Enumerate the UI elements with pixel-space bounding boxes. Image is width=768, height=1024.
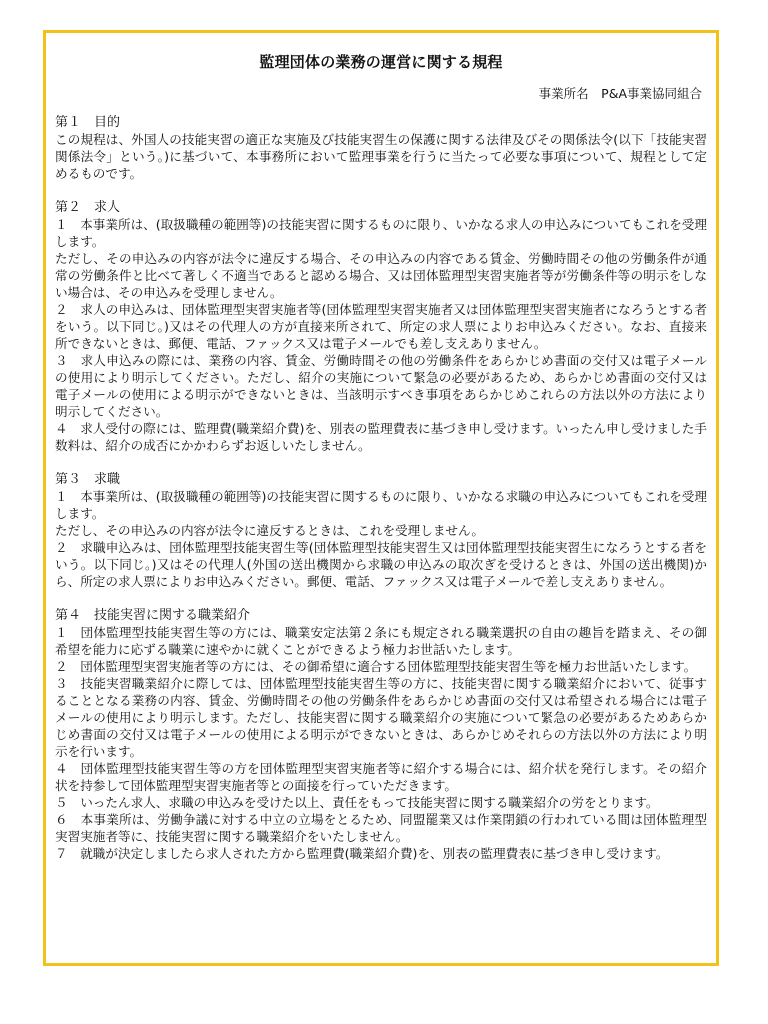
office-name: 事業所名 P&A事業協同組合	[538, 86, 702, 101]
sections-container	[55, 114, 707, 862]
section-paragraph: ２ 求職申込みは、団体監理型技能実習生等(団体監理型技能実習生又は団体監理型技能実習生になろうとする者をいう。以下同じ。)又はその代理人(外国の送出機関から求職の申込みの取次ぎを受けるときは、外国の送出機関)から、所定の求人票によりお申込みください。郵便、電話、ファックス又は電子メールで差し支えありません。	[55, 540, 707, 589]
section-paragraph: １ 本事業所は、(取扱職種の範囲等)の技能実習に関するものに限り、いかなる求人の申込みについてもこれを受理します。	[55, 217, 707, 249]
section-heading: 第３ 求職	[55, 472, 121, 487]
section-3	[55, 471, 707, 590]
section-heading: 第４ 技能実習に関する職業紹介	[55, 608, 251, 623]
section-paragraph: ４ 団体監理型技能実習生等の方を団体監理型実習実施者等に紹介する場合には、紹介状を発行します。その紹介状を持参して団体監理型実習実施者等との面接を行っていただきます。	[55, 761, 707, 793]
section-paragraph: １ 団体監理型技能実習生等の方には、職業安定法第２条にも規定される職業選択の自由の趣旨を踏まえ、その御希望を能力に応ずる職業に速やかに就くことができるよう極力お世話いたします。	[55, 625, 707, 657]
section-paragraph: １ 本事業所は、(取扱職種の範囲等)の技能実習に関するものに限り、いかなる求職の申込みについてもこれを受理します。	[55, 489, 707, 521]
document-frame	[43, 30, 719, 966]
section-2	[55, 199, 707, 454]
section-4	[55, 607, 707, 862]
section-paragraph: ２ 求人の申込みは、団体監理型実習実施者等(団体監理型実習実施者又は団体監理型実習実施者になろうとする者をいう。以下同じ。)又はその代理人の方が直接来所されて、所定の求人票によりお申込みください。なお、直接来所できないときは、郵便、電話、ファックス又は電子メールでも差し支えありません。	[55, 302, 707, 351]
section-paragraph: ただし、その申込みの内容が法令に違反するときは、これを受理しません。	[55, 523, 484, 538]
section-paragraph: ６ 本事業所は、労働争議に対する中立の立場をとるため、同盟罷業又は作業閉鎖の行われている間は団体監理型実習実施者等に、技能実習に関する職業紹介をいたしません。	[55, 812, 707, 844]
section-paragraph: ５ いったん求人、求職の申込みを受けた以上、責任をもって技能実習に関する職業紹介の労をとります。	[55, 795, 659, 810]
section-heading: 第１ 目的	[55, 115, 121, 130]
section-paragraph: ７ 就職が決定しましたら求人された方から監理費(職業紹介費)を、別表の監理費表に基づき申し受けます。	[55, 846, 669, 861]
section-heading: 第２ 求人	[55, 200, 121, 215]
section-paragraph: ２ 団体監理型実習実施者等の方には、その御希望に適合する団体監理型技能実習生等を極力お世話いたします。	[55, 659, 697, 674]
section-1	[55, 114, 707, 182]
section-paragraph: ４ 求人受付の際には、監理費(職業紹介費)を、別表の監理費表に基づき申し受けます。いったん申し受けました手数料は、紹介の成否にかかわらずお返しいたしません。	[55, 421, 707, 453]
section-paragraph: ３ 求人申込みの際には、業務の内容、賃金、労働時間その他の労働条件をあらかじめ書面の交付又は電子メールの使用により明示してください。ただし、紹介の実施について緊急の必要があるため、あらかじめ書面の交付又は電子メールの使用による明示ができないときは、当該明示すべき事項をあらかじめこれらの方法以外の方法により明示してください。	[55, 353, 707, 419]
document-title: 監理団体の業務の運営に関する規程	[259, 53, 503, 71]
section-paragraph: ３ 技能実習職業紹介に際しては、団体監理型技能実習生等の方に、技能実習に関する職業紹介において、従事することとなる業務の内容、賃金、労働時間その他の労働条件をあらかじめ書面の交付又は希望される場合には電子メールの使用により明示します。ただし、技能実習に関する職業紹介の実施について緊急の必要があるためあらかじめ書面の交付又は電子メールの使用による明示ができないときは、あらかじめそれらの方法以外の方法により明示を行います。	[55, 676, 707, 759]
section-paragraph: この規程は、外国人の技能実習の適正な実施及び技能実習生の保護に関する法律及びその関係法令(以下「技能実習関係法令」という。)に基づいて、本事務所において監理事業を行うに当たって必要な事項について、規程として定めるものです。	[55, 132, 707, 181]
section-paragraph: ただし、その申込みの内容が法令に違反する場合、その申込みの内容である賃金、労働時間その他の労働条件が通常の労働条件と比べて著しく不適当であると認める場合、又は団体監理型実習実施者等が労働条件等の明示をしない場合は、その申込みを受理しません。	[55, 251, 707, 300]
